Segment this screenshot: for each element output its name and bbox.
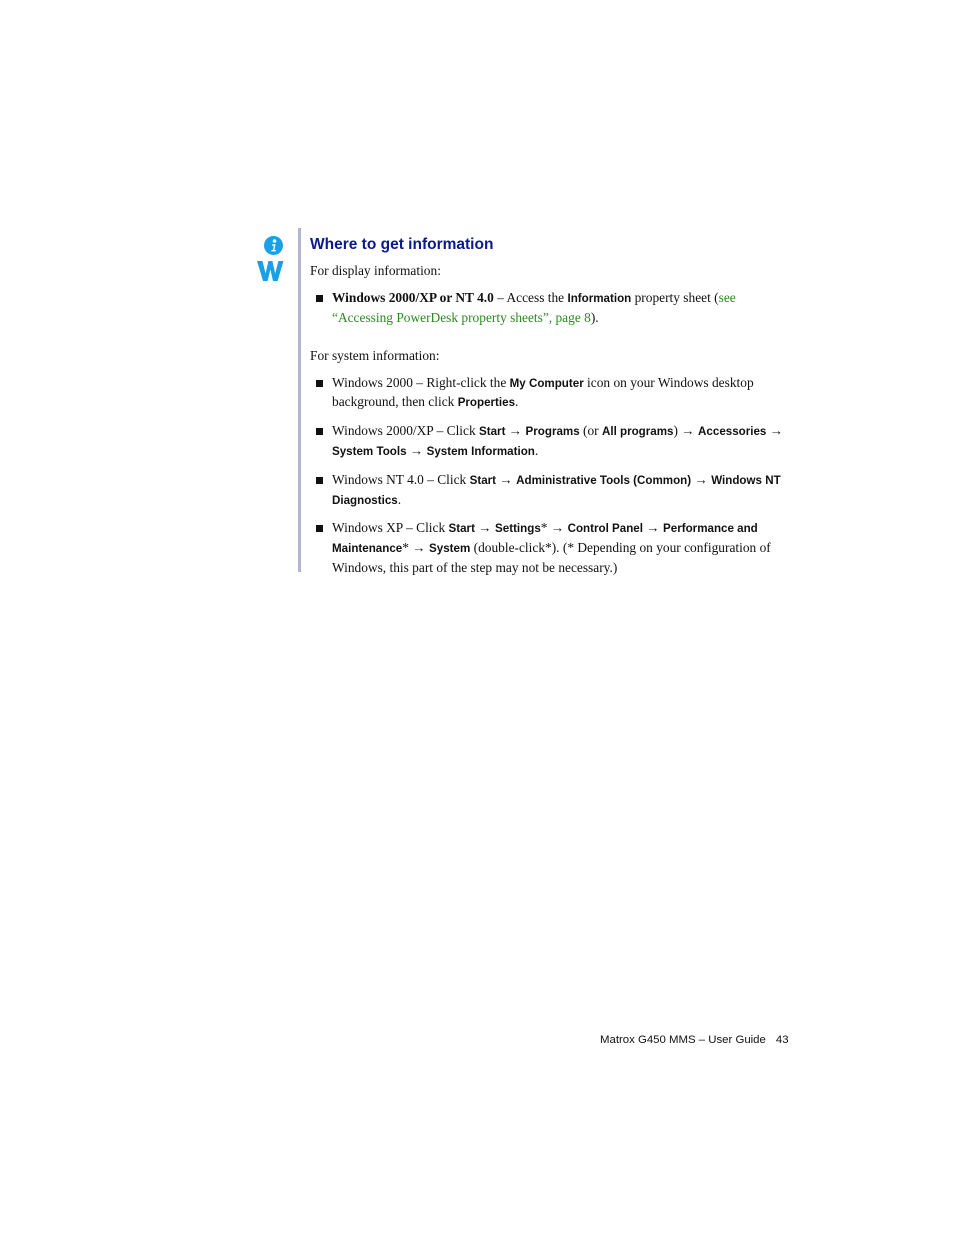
bullet — [316, 525, 323, 532]
margin-rule — [298, 228, 301, 572]
display-intro: For display information: — [310, 263, 441, 278]
list-item-display: Windows 2000/XP or NT 4.0 – Access the Information property sheet (see “Accessing PowerDesk property sheets”, page 8). — [310, 289, 788, 328]
info-icon — [264, 236, 283, 255]
bullet — [316, 380, 323, 387]
page-number: 43 — [775, 1034, 789, 1046]
list-item-windows-xp: Windows XP – Click Start → Settings* → Control Panel → Performance and Maintenance* → System (double-click*). (* Depending on your configuration of Windows, this part of the step may not be necessary.) — [310, 519, 788, 577]
system-intro: For system information: — [310, 347, 440, 363]
list-item-windows-2000: Windows 2000 – Right-click the My Computer icon on your Windows desktop background, then click Properties. — [310, 374, 788, 414]
system-list — [310, 374, 788, 578]
list-item-windows-nt: Windows NT 4.0 – Click Start → Administrative Tools (Common) → Windows NT Diagnostics. — [310, 471, 788, 511]
footer-title: Matrox G450 MMS – User Guide — [600, 1034, 766, 1046]
page-footer — [600, 1034, 789, 1046]
list-item-windows-2000-xp: Windows 2000/XP – Click Start → Programs (or All programs) → Accessories → System Tools → System Information. — [310, 422, 788, 462]
section-title: Where to get information — [310, 236, 494, 253]
display-list — [310, 289, 788, 328]
windows-w-icon — [256, 260, 284, 282]
bullet — [316, 428, 323, 435]
info-section — [310, 234, 788, 587]
bullet — [316, 295, 323, 302]
bullet — [316, 477, 323, 484]
cross-reference-link[interactable]: see “Accessing PowerDesk property sheets”, page 8 — [332, 290, 736, 325]
